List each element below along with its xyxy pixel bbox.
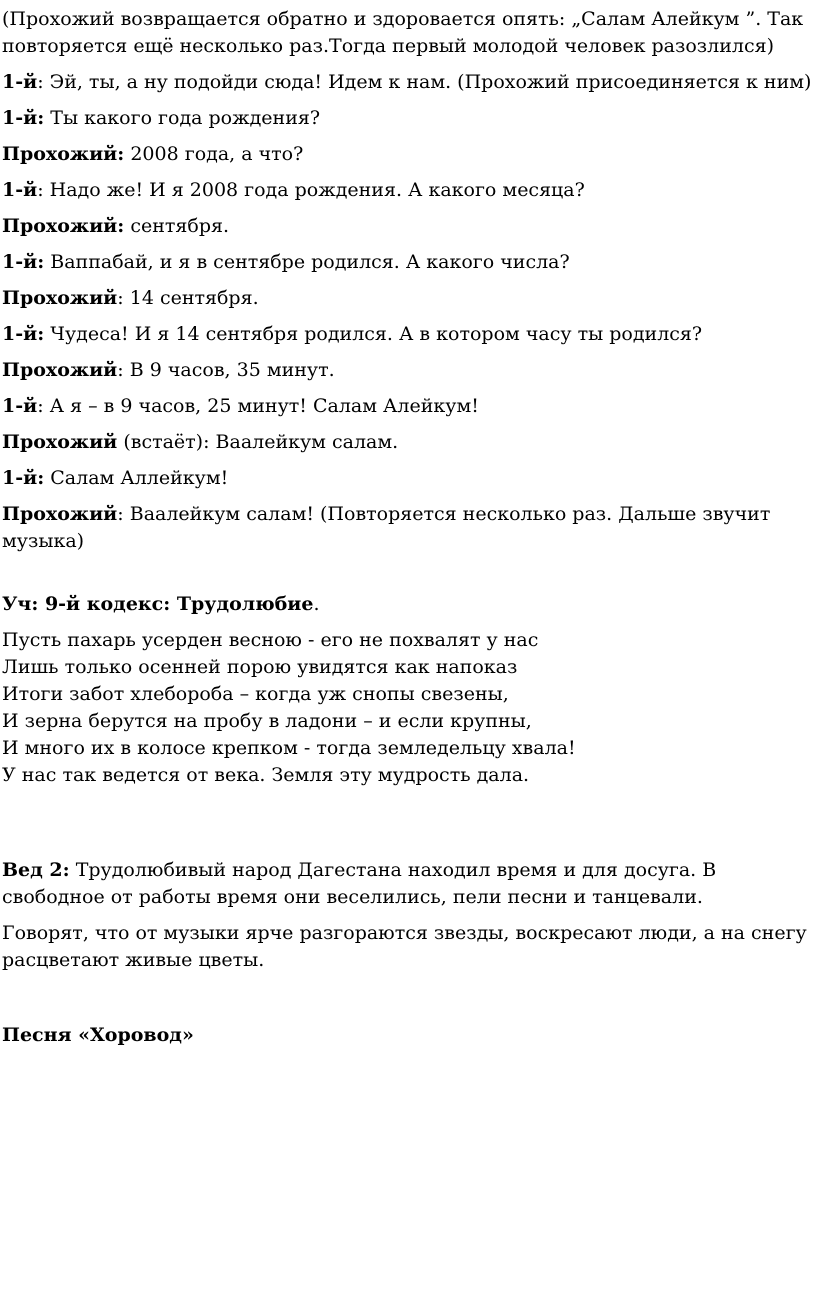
dialogue-line <box>2 357 816 384</box>
speaker: 1-й <box>2 179 38 201</box>
separator: : <box>37 395 50 417</box>
speaker: Прохожий: <box>2 215 125 237</box>
dialogue-line <box>2 429 816 456</box>
line-text: В 9 часов, 35 минут. <box>129 359 335 381</box>
dialogue-line <box>2 141 816 168</box>
intro-paragraph: (Прохожий возвращается обратно и здоровается опять: „Салам Алейкум ”. Так повторяется ещё несколько раз.Тогда первый молодой человек разозлился) <box>2 8 804 57</box>
line-text: 14 сентября. <box>129 287 259 309</box>
speaker: Прохожий <box>2 287 118 309</box>
line-text: Надо же! И я 2008 года рождения. А какого месяца? <box>49 179 585 201</box>
song-title: Песня «Хоровод» <box>2 1024 194 1046</box>
ved2-paragraph <box>2 857 816 911</box>
speaker: 1-й: <box>2 323 45 345</box>
poem-line: И много их в колосе крепком - тогда земледельцу хвала! <box>2 737 576 759</box>
poem-line: Итоги забот хлебороба – когда уж снопы свезены, <box>2 683 509 705</box>
ved2-text: Трудолюбивый народ Дагестана находил время и для досуга. В свободное от работы время они веселились, пели песни и танцевали. <box>2 859 717 908</box>
line-text: 2008 года, а что? <box>130 143 304 165</box>
dialogue-line <box>2 501 816 555</box>
dialogue-line <box>2 393 816 420</box>
dialogue-line <box>2 249 816 276</box>
separator: : <box>37 71 50 93</box>
music-paragraph: Говорят, что от музыки ярче разгораются звезды, воскресают люди, а на снегу расцветают живые цветы. <box>2 922 807 971</box>
line-text: Чудеса! И я 14 сентября родился. А в котором часу ты родился? <box>50 323 703 345</box>
separator: : <box>117 287 130 309</box>
speaker: 1-й <box>2 71 38 93</box>
separator: : <box>117 503 130 525</box>
speaker: Прохожий: <box>2 143 125 165</box>
speaker: 1-й: <box>2 107 45 129</box>
dialogue-line <box>2 285 816 312</box>
speaker: 1-й: <box>2 251 45 273</box>
codex-title-suffix: . <box>313 593 320 615</box>
speaker: Прохожий <box>2 359 118 381</box>
poem-line: Лишь только осенней порою увидятся как напоказ <box>2 656 518 678</box>
line-text: сентября. <box>130 215 230 237</box>
dialogue-line <box>2 69 816 96</box>
dialogue <box>2 69 816 555</box>
line-text: Эй, ты, а ну подойди сюда! Идем к нам. (Прохожий присоединяется к ним) <box>49 71 812 93</box>
dialogue-line <box>2 105 816 132</box>
separator: : <box>117 359 130 381</box>
line-text: А я – в 9 часов, 25 минут! Салам Алейкум! <box>49 395 479 417</box>
separator: : <box>37 179 50 201</box>
poem-line: Пусть пахарь усерден весною - его не похвалят у нас <box>2 629 539 651</box>
dialogue-line <box>2 213 816 240</box>
dialogue-line <box>2 177 816 204</box>
line-text: Ваалейкум салам! (Повторяется несколько раз. Дальше звучит музыка) <box>2 503 771 552</box>
poem-line: И зерна берутся на пробу в ладони – и если крупны, <box>2 710 532 732</box>
dialogue-line <box>2 465 816 492</box>
speaker: 1-й <box>2 395 38 417</box>
song-title-paragraph <box>2 1022 816 1049</box>
poem-line: У нас так ведется от века. Земля эту мудрость дала. <box>2 764 530 786</box>
line-text: Ты какого года рождения? <box>50 107 321 129</box>
line-text: (встаёт): Ваалейкум салам. <box>123 431 399 453</box>
speaker: 1-й: <box>2 467 45 489</box>
ved2-speaker: Вед 2: <box>2 859 70 881</box>
codex-heading <box>2 591 816 618</box>
dialogue-line <box>2 321 816 348</box>
line-text: Ваппабай, и я в сентябре родился. А какого числа? <box>50 251 570 273</box>
codex-title: Уч: 9-й кодекс: Трудолюбие <box>2 593 314 615</box>
poem <box>2 627 816 789</box>
line-text: Салам Аллейкум! <box>50 467 229 489</box>
speaker: Прохожий <box>2 431 118 453</box>
speaker: Прохожий <box>2 503 118 525</box>
